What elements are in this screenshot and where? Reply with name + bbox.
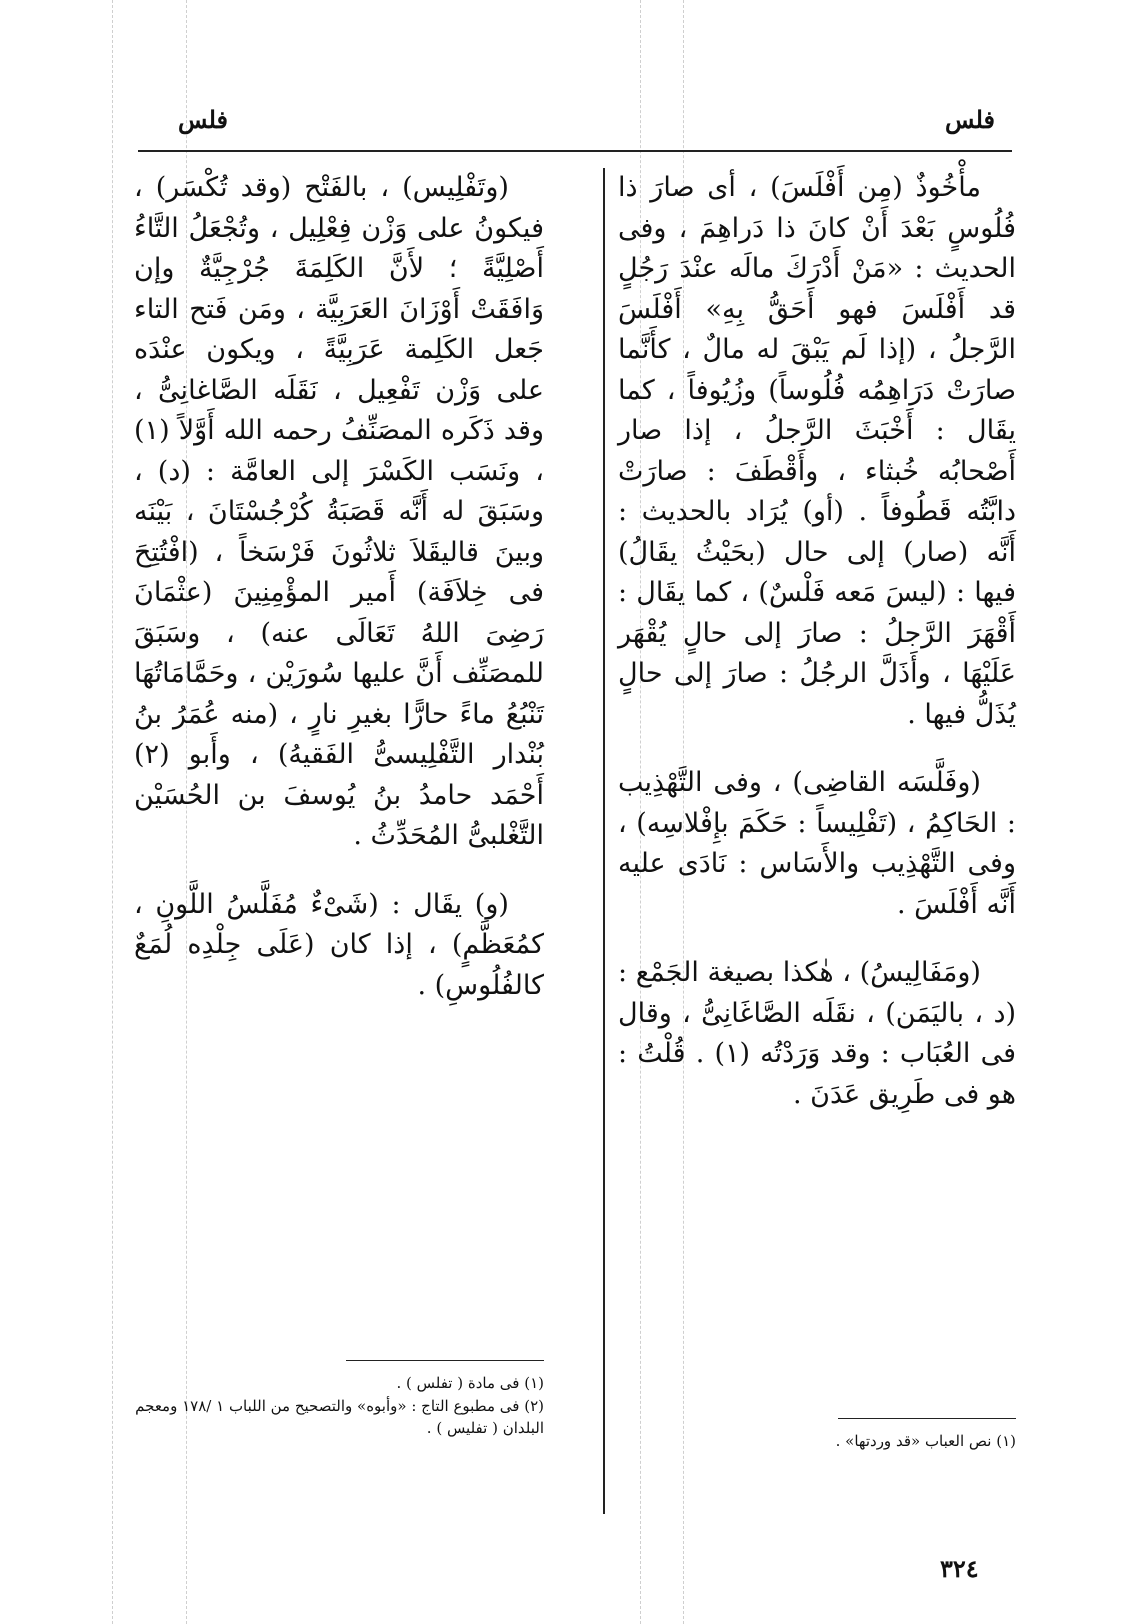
column-divider (603, 168, 605, 1514)
footnote: (٢) فى مطبوع التاج : «وأبوه» والتصحيح من اللباب ١ /١٧٨ ومعجم البلدان ( تفليس ) . (135, 1396, 544, 1437)
header-rule (138, 150, 1012, 152)
left-column (134, 168, 544, 1034)
right-paragraph: (وفَلَّسَه القاضِى) ، وفى التَّهْذِيب : الحَاكِمُ ، (تَفْلِيساً : حَكَمَ بإِفْلاسِه) ، وفى التَّهْذِيب والأَسَاس : نَادَى عليه أَنَّه أَفْلَسَ . (618, 767, 1016, 920)
running-header-right: فلس (945, 105, 996, 134)
scan-guide-line (112, 0, 113, 1624)
left-paragraph: (وتَفْلِيس) ، بالفَتْح (وقد تُكْسَر) ، فيكونُ على وَزْن فِعْلِيل ، وتُجْعَلُ التَّاءُ أَصْلِيَّةً ؛ لأَنَّ الكَلِمَةَ جُرْجِيَّةٌ وإن وَافَقَتْ أَوْزَانَ العَرَبِيَّة ، ومَن فَتح التاء جَعل الكَلِمة عَرَبِيَّةً ، ويكون عنْدَه على وَزْن تَفْعِيل ، نَقَلَه الصَّاغانِىُّ ، وقد ذَكَره المصَنِّفُ رحمه الله أَوَّلاً (١) ، ونَسَب الكَسْرَ إلى العامَّة : (د) ، وسَبَقَ له أَنَّه قَصَبَةُ كُرْجُسْتَانَ ، بَيْنَه وبينَ قاليقَلاَ ثلاثُونَ فَرْسَخاً ، (افْتُتِحَ فى خِلاَفَة) أَمير المؤْمِنِينَ (عثْمَانَ رَضِىَ اللهُ تَعَالَى عنه) ، وسَبَقَ للمصَنِّف أَنَّ عليها سُورَيْن ، وحَمَّامَاتُهَا تَنْبُعُ ماءً حارًّا بغيرِ نارٍ ، (منه عُمَرُ بنُ بُنْدار التَّفْلِيسىُّ الفَقيهُ) ، وأَبو (٢) أَحْمَد حامدُ بنُ يُوسفَ بن الحُسَيْن التَّغْلبىُّ المُحَدِّثُ . (134, 172, 544, 851)
footnote: (١) نص العباب «قد وردتها» . (835, 1432, 1016, 1450)
right-footnote-rule (838, 1418, 1016, 1419)
right-footnotes (618, 1430, 1016, 1453)
right-column (618, 168, 1016, 1143)
running-header-left: فلس (178, 105, 229, 134)
right-paragraph: مأْخُوذٌ (مِن أَفْلَسَ) ، أى صارَ ذا فُلُوسٍ بَعْدَ أَنْ كانَ ذا دَراهِمَ ، وفى الحديث : «مَنْ أَدْرَكَ مالَه عنْدَ رَجُلٍ قد أَفْلَسَ فهو أَحَقُّ بِهِ» أَفْلَسَ الرَّجلُ ، (إذا لَم يَبْقَ له مالٌ ، كأَنَّما صارَتْ دَرَاهِمُه فُلُوساً) وزُيُوفاً ، كما يقَال : أَخْبَثَ الرَّجلُ ، إذا صار أَصْحابُه خُبثاء ، وأَقْطَفَ : صارَتْ دابَّتُه قَطُوفاً . (أو) يُرَاد بالحديث : أَنَّه (صار) إلى حال (بحَيْثُ يقَالُ) فيها : (ليسَ مَعه فَلْسٌ) ، كما يقَال : أَقْهَرَ الرَّجلُ : صارَ إلى حالٍ يُقْهَر عَلَيْهَا ، وأَذَلَّ الرجُلُ : صارَ إلى حالٍ يُذَلُّ فيها . (618, 172, 1016, 730)
right-paragraph: (ومَفَالِيسُ) ، هٰكذا بصيغة الجَمْع : (د ، باليَمَن) ، نقَلَه الصَّاغَانِىُّ ، وقال فى العُبَاب : وقد وَرَدْتُه (١) . قُلْتُ : هو فى طَرِيق عَدَنَ . (618, 957, 1016, 1110)
page-number: ٣٢٤ (940, 1554, 979, 1583)
left-paragraph: (و) يقَال : (شَىْءٌ مُفَلَّسُ اللَّونِ ، كمُعَظَّمٍ) ، إذا كان (عَلَى جِلْدِه لُمَعٌ كالفُلُوسِ) . (134, 888, 544, 1001)
footnote: (١) فى مادة ( تفلس ) . (396, 1374, 544, 1392)
left-footnote-rule (346, 1360, 544, 1361)
left-footnotes (134, 1372, 544, 1440)
